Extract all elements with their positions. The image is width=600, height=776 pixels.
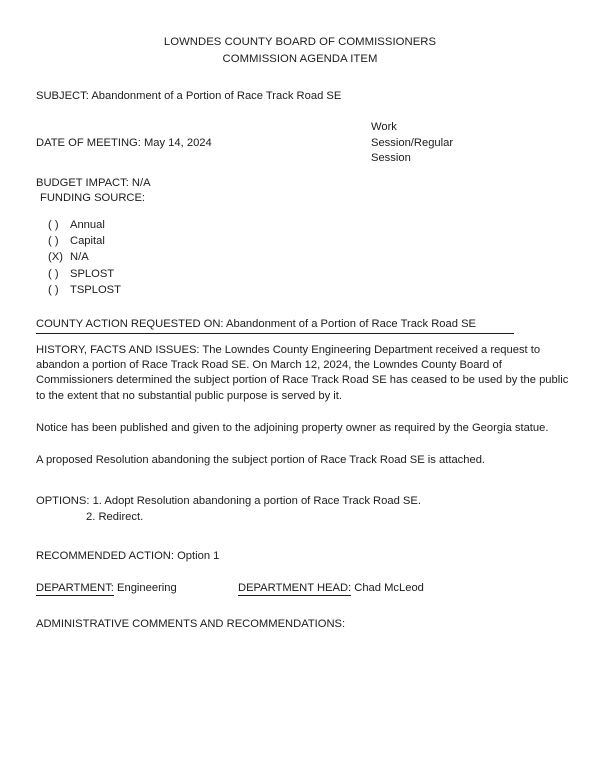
session-type-block — [371, 120, 481, 167]
department-field — [36, 581, 177, 596]
session-type-line-3: Session — [371, 152, 411, 164]
county-action-section — [0, 314, 600, 334]
date-of-meeting-line: DATE OF MEETING: May 14, 2024 — [36, 137, 212, 149]
funding-option-label: Annual — [70, 219, 105, 231]
funding-source-options — [0, 217, 600, 298]
funding-option-splost[interactable] — [48, 266, 600, 282]
checkbox-tsplost[interactable]: ( ) — [48, 283, 59, 296]
department-label: DEPARTMENT: — [36, 582, 114, 595]
history-facts-issues-paragraph: HISTORY, FACTS AND ISSUES: The Lowndes County Engineering Department received a request to abandon a portion of Race Track Road SE. On March 12, 2024, the Lowndes County Board of Commissioners determined the subject portion of Race Track Road SE has ceased to be used by the public to the extent that no substantial public purpose is served by it. — [36, 344, 569, 402]
funding-option-annual[interactable] — [48, 217, 600, 233]
department-row — [0, 581, 600, 597]
department-value: Engineering — [113, 582, 177, 595]
funding-option-label: TSPLOST — [70, 283, 121, 296]
funding-option-label: N/A — [70, 251, 89, 264]
session-type-line-2: Session/Regular — [371, 136, 454, 149]
funding-option-na[interactable] — [48, 249, 600, 265]
header-line-2: COMMISSION AGENDA ITEM — [222, 53, 378, 65]
department-head-field — [238, 581, 424, 596]
recommended-action-line: RECOMMENDED ACTION: Option 1 — [36, 550, 220, 563]
document-header — [0, 0, 600, 68]
options-section — [0, 494, 600, 525]
budget-impact-line: BUDGET IMPACT: N/A — [36, 177, 151, 189]
funding-source-label: FUNDING SOURCE: — [40, 192, 146, 204]
session-type-line-1: Work — [371, 121, 397, 133]
department-head-label: DEPARTMENT HEAD: — [238, 582, 352, 595]
option-2-line: 2. Redirect. — [86, 510, 144, 523]
funding-option-capital[interactable] — [48, 233, 600, 249]
resolution-paragraph: A proposed Resolution abandoning the subject portion of Race Track Road SE is attached. — [36, 454, 486, 467]
checkbox-capital[interactable]: ( ) — [48, 235, 59, 248]
meeting-info-block — [0, 118, 600, 164]
header-line-1: LOWNDES COUNTY BOARD OF COMMISSIONERS — [163, 36, 437, 48]
county-action-requested-line: COUNTY ACTION REQUESTED ON: Abandonment of a Portion of Race Track Road SE — [36, 317, 514, 334]
funding-option-label: Capital — [70, 235, 105, 248]
checkbox-na-checked[interactable]: (X) — [48, 251, 63, 264]
funding-option-label: SPLOST — [70, 267, 115, 280]
option-1-line: OPTIONS: 1. Adopt Resolution abandoning a portion of Race Track Road SE. — [36, 495, 421, 508]
checkbox-splost[interactable]: ( ) — [48, 267, 59, 280]
funding-option-tsplost[interactable] — [48, 282, 600, 298]
notice-paragraph: Notice has been published and given to the adjoining property owner as required by the Georgia statue. — [36, 421, 549, 434]
subject-line: SUBJECT: Abandonment of a Portion of Race Track Road SE — [36, 90, 342, 102]
checkbox-annual[interactable]: ( ) — [48, 219, 59, 231]
department-head-value: Chad McLeod — [351, 582, 424, 595]
administrative-comments-line: ADMINISTRATIVE COMMENTS AND RECOMMENDATIONS: — [36, 618, 346, 631]
